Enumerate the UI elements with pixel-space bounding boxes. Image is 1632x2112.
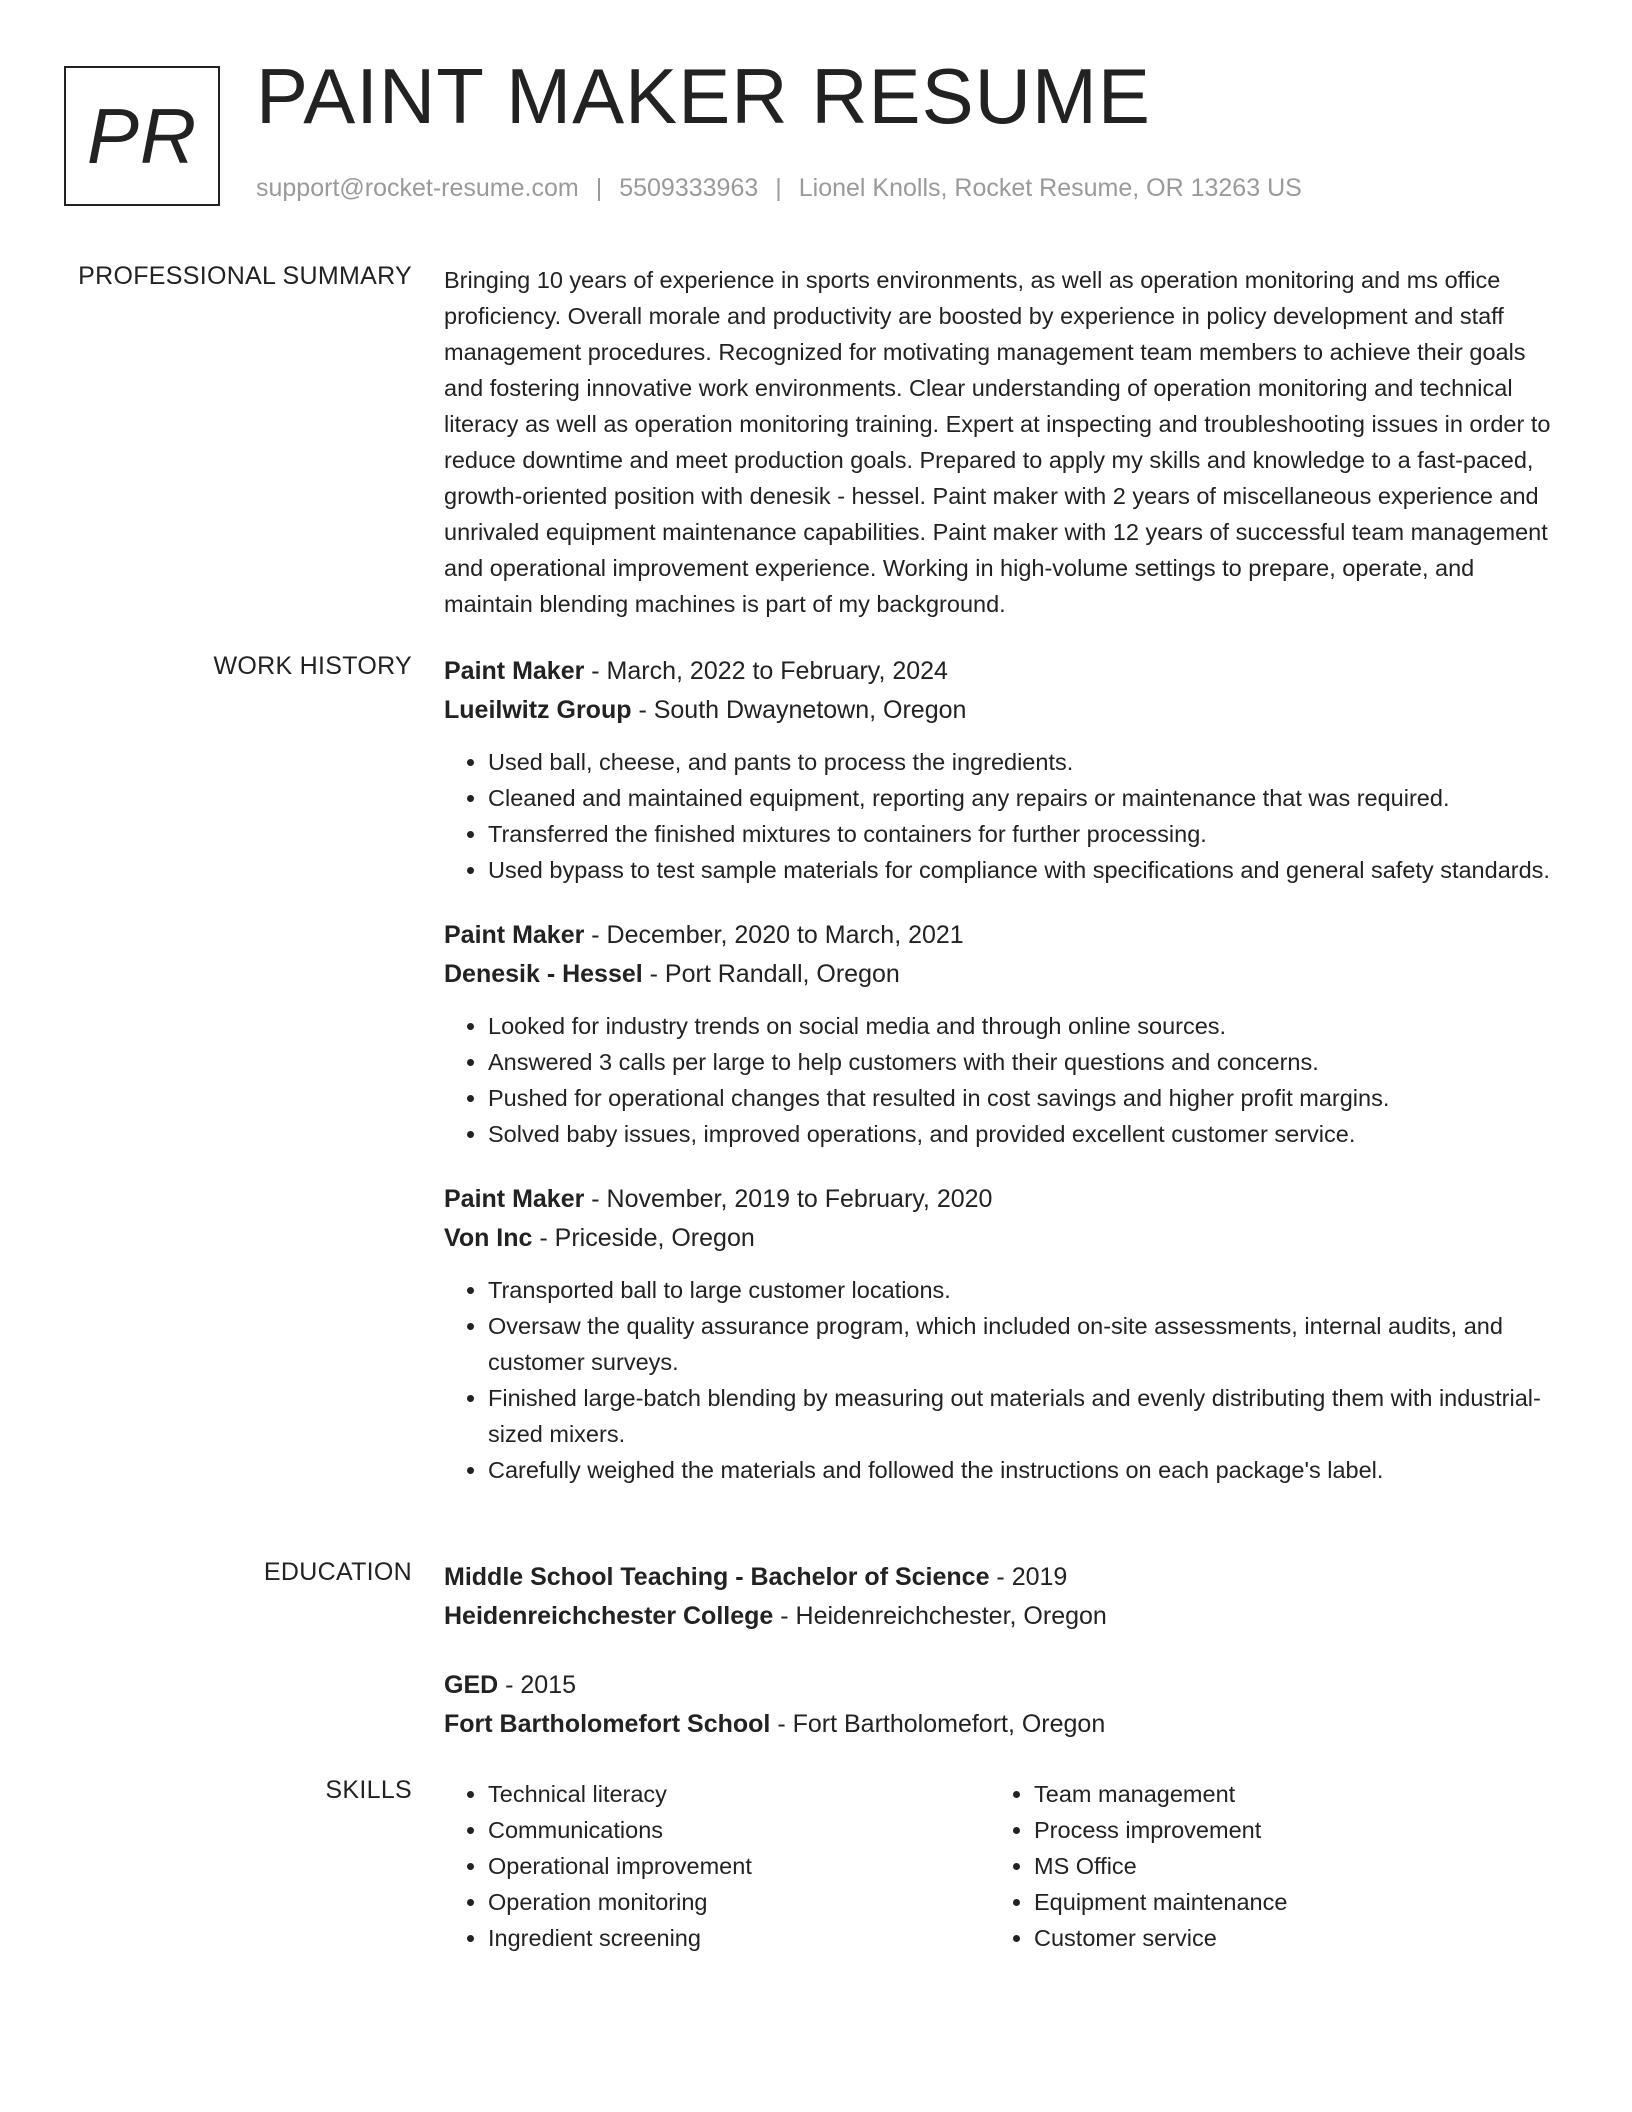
job-company-line <box>444 955 1564 994</box>
education-degree: GED <box>444 1671 499 1699</box>
skill-item: • Operational improvement <box>488 1848 990 1884</box>
contact-line <box>256 174 1302 203</box>
skill-item: • Process improvement <box>1034 1812 1536 1848</box>
job-title-line <box>444 1180 1564 1219</box>
contact-phone[interactable]: 5509333963 <box>619 174 759 202</box>
skill-item: • Equipment maintenance <box>1034 1884 1536 1920</box>
contact-separator: | <box>775 174 782 202</box>
education-school-line <box>444 1597 1564 1636</box>
list-item: • Finished large-batch blending by measuring out materials and evenly distributing them with industrial-sized mixers. <box>488 1380 1564 1452</box>
list-item: • Solved baby issues, improved operations, and provided excellent customer service. <box>488 1116 1564 1152</box>
education-degree: Middle School Teaching - Bachelor of Science <box>444 1563 990 1591</box>
education-school: Fort Bartholomefort School <box>444 1710 771 1738</box>
education-entry <box>444 1558 1564 1636</box>
list-item: • Transferred the finished mixtures to containers for further processing. <box>488 816 1564 852</box>
contact-address: Lionel Knolls, Rocket Resume, OR 13263 US <box>798 174 1302 202</box>
skill-item: • Operation monitoring <box>488 1884 990 1920</box>
job-title: Paint Maker <box>444 921 585 949</box>
job-title-line <box>444 652 1564 691</box>
job-location: - Port Randall, Oregon <box>642 960 900 988</box>
job-company: Denesik - Hessel <box>444 960 643 988</box>
skill-item: • Communications <box>488 1812 990 1848</box>
skills-column-left <box>444 1776 990 1956</box>
education-degree-line <box>444 1666 1564 1705</box>
job-title-line <box>444 916 1564 955</box>
monogram-initials: PR <box>86 91 198 180</box>
job-dates: - March, 2022 to February, 2024 <box>584 657 948 685</box>
skill-item: • MS Office <box>1034 1848 1536 1884</box>
job-dates: - December, 2020 to March, 2021 <box>584 921 964 949</box>
monogram-box <box>64 66 220 206</box>
job-dates: - November, 2019 to February, 2020 <box>584 1185 993 1213</box>
list-item: • Oversaw the quality assurance program, which included on-site assessments, internal audits, and customer surveys. <box>488 1308 1564 1380</box>
job-entry <box>444 652 1564 888</box>
education-entry <box>444 1666 1564 1744</box>
job-title: Paint Maker <box>444 657 585 685</box>
education-year: - 2019 <box>989 1563 1068 1591</box>
education-location: - Heidenreichchester, Oregon <box>773 1602 1107 1630</box>
list-item: • Transported ball to large customer locations. <box>488 1272 1564 1308</box>
job-bullets <box>444 1272 1564 1488</box>
education-year: - 2015 <box>498 1671 577 1699</box>
contact-email[interactable]: support@rocket-resume.com <box>256 174 579 202</box>
job-company-line <box>444 691 1564 730</box>
list-item: • Pushed for operational changes that resulted in cost savings and higher profit margins. <box>488 1080 1564 1116</box>
job-bullets <box>444 744 1564 888</box>
education-school-line <box>444 1705 1564 1744</box>
skills-column-right <box>990 1776 1536 1956</box>
education-degree-line <box>444 1558 1564 1597</box>
education-location: - Fort Bartholomefort, Oregon <box>770 1710 1106 1738</box>
list-item: • Used bypass to test sample materials for compliance with specifications and general safety standards. <box>488 852 1564 888</box>
job-entry <box>444 1180 1564 1488</box>
education-school: Heidenreichchester College <box>444 1602 774 1630</box>
list-item: • Used ball, cheese, and pants to process the ingredients. <box>488 744 1564 780</box>
summary-text: Bringing 10 years of experience in sports environments, as well as operation monitoring and ms office proficiency. Overall morale and productivity are boosted by experience in policy development and staff management procedures. Recognized for motivating management team members to achieve their goals and fostering innovative work environments. Clear understanding of operation monitoring and technical literacy as well as operation monitoring training. Expert at inspecting and troubleshooting issues in order to reduce downtime and meet production goals. Prepared to apply my skills and knowledge to a fast-paced, growth-oriented position with denesik - hessel. Paint maker with 2 years of miscellaneous experience and unrivaled equipment maintenance capabilities. Paint maker with 12 years of successful team management and operational improvement experience. Working in high-volume settings to prepare, operate, and maintain blending machines is part of my background. <box>444 267 1551 617</box>
skill-item: • Technical literacy <box>488 1776 990 1812</box>
list-item: • Looked for industry trends on social media and through online sources. <box>488 1008 1564 1044</box>
job-location: - South Dwaynetown, Oregon <box>631 696 967 724</box>
skills-grid <box>444 1776 1564 1956</box>
job-entry <box>444 916 1564 1152</box>
skills-label: SKILLS <box>325 1776 412 1804</box>
list-item: • Answered 3 calls per large to help customers with their questions and concerns. <box>488 1044 1564 1080</box>
job-bullets <box>444 1008 1564 1152</box>
work-history-label: WORK HISTORY <box>213 652 412 680</box>
job-company: Von Inc <box>444 1224 533 1252</box>
list-item: • Cleaned and maintained equipment, reporting any repairs or maintenance that was required. <box>488 780 1564 816</box>
contact-separator: | <box>595 174 603 202</box>
job-location: - Priceside, Oregon <box>532 1224 755 1252</box>
page-title: PAINT MAKER RESUME <box>256 52 1151 140</box>
skill-item: • Team management <box>1034 1776 1536 1812</box>
job-title: Paint Maker <box>444 1185 585 1213</box>
skill-item: • Customer service <box>1034 1920 1536 1956</box>
education-label: EDUCATION <box>263 1558 412 1586</box>
summary-label: PROFESSIONAL SUMMARY <box>78 262 412 290</box>
job-company: Lueilwitz Group <box>444 696 632 724</box>
job-company-line <box>444 1219 1564 1258</box>
skill-item: • Ingredient screening <box>488 1920 990 1956</box>
list-item: • Carefully weighed the materials and followed the instructions on each package's label. <box>488 1452 1564 1488</box>
